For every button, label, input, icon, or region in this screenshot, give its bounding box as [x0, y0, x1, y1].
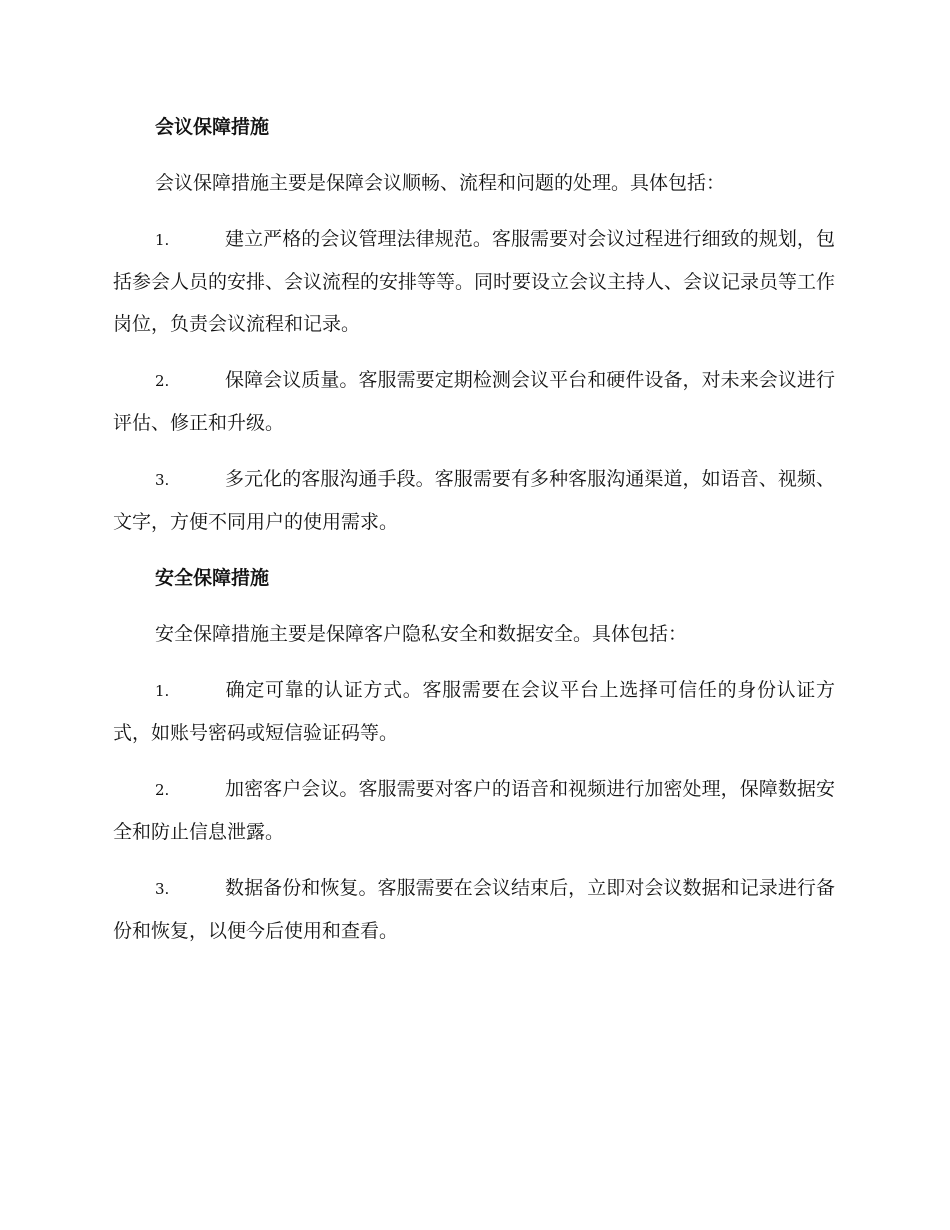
section-heading: 安全保障措施: [155, 567, 270, 589]
list-text: 保障会议质量。客服需要定期检测会议平台和硬件设备，对未来会议进行评估、修正和升级。: [113, 369, 835, 434]
list-number: 2.: [155, 781, 170, 799]
list-item: [113, 768, 835, 853]
list-number: 3.: [155, 471, 170, 489]
list-text: 多元化的客服沟通手段。客服需要有多种客服沟通渠道，如语音、视频、文字，方便不同用户的使用需求。: [113, 468, 835, 533]
document-page: [113, 106, 835, 966]
section-intro: 安全保障措施主要是保障客户隐私安全和数据安全。具体包括：: [155, 623, 688, 645]
section-security-assurance: [113, 557, 835, 952]
list-text: 确定可靠的认证方式。客服需要在会议平台上选择可信任的身份认证方式，如账号密码或短信验证码等。: [113, 679, 835, 744]
section-heading: 会议保障措施: [155, 116, 270, 138]
section-intro: 会议保障措施主要是保障会议顺畅、流程和问题的处理。具体包括：: [155, 172, 726, 194]
list-number: 1.: [155, 231, 170, 249]
section-meeting-assurance: [113, 106, 835, 543]
list-item: [113, 867, 835, 952]
list-text: 加密客户会议。客服需要对客户的语音和视频进行加密处理，保障数据安全和防止信息泄露。: [113, 778, 835, 843]
list-text: 数据备份和恢复。客服需要在会议结束后，立即对会议数据和记录进行备份和恢复，以便今后使用和查看。: [113, 877, 835, 942]
list-item: [113, 669, 835, 754]
list-text: 建立严格的会议管理法律规范。客服需要对会议过程进行细致的规划，包括参会人员的安排、会议流程的安排等等。同时要设立会议主持人、会议记录员等工作岗位，负责会议流程和记录。: [113, 228, 836, 335]
list-number: 3.: [155, 880, 170, 898]
list-number: 1.: [155, 682, 170, 700]
list-item: [113, 218, 835, 345]
list-item: [113, 458, 835, 543]
list-item: [113, 359, 835, 444]
list-number: 2.: [155, 372, 170, 390]
